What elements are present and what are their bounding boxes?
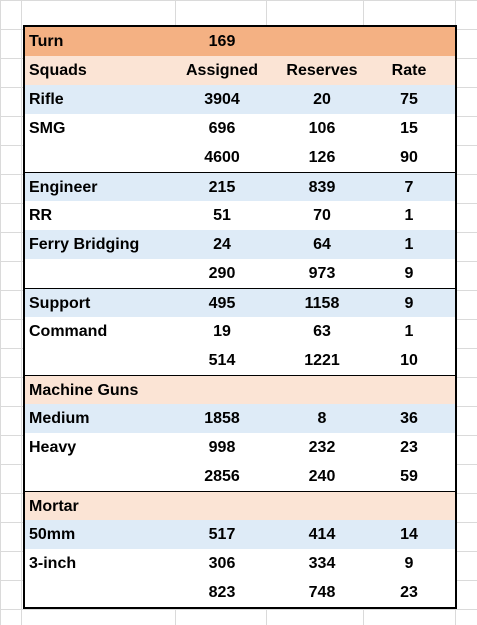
reserves-cell[interactable]: 63 — [313, 323, 331, 340]
assigned-cell[interactable]: 514 — [208, 352, 236, 369]
assigned-cell[interactable]: 290 — [208, 265, 236, 282]
table-row — [25, 317, 455, 346]
row-label[interactable]: SMG — [29, 120, 66, 137]
rate-cell[interactable]: 36 — [400, 410, 418, 427]
table-row — [25, 201, 455, 230]
reserves-cell[interactable]: 106 — [308, 120, 336, 137]
rate-cell[interactable]: 23 — [400, 439, 418, 456]
row-label[interactable]: Rifle — [29, 91, 64, 108]
table-row — [25, 433, 455, 462]
assigned-cell[interactable] — [162, 492, 282, 521]
assigned-cell[interactable]: 2856 — [204, 468, 240, 485]
assigned-cell[interactable]: 4600 — [204, 149, 240, 166]
reserves-cell[interactable]: 232 — [308, 439, 336, 456]
row-label[interactable]: Medium — [29, 410, 90, 427]
rate-cell[interactable]: 9 — [404, 265, 414, 282]
rate-cell[interactable]: 59 — [400, 468, 418, 485]
reserves-cell[interactable]: 1158 — [304, 295, 340, 312]
row-label[interactable]: Ferry Bridging — [29, 236, 140, 253]
rate-cell[interactable]: 75 — [400, 91, 418, 108]
turn-value[interactable]: 169 — [208, 33, 236, 50]
reserves-cell[interactable]: 64 — [313, 236, 331, 253]
rate-cell[interactable]: 90 — [400, 149, 418, 166]
assigned-cell[interactable]: 696 — [208, 120, 236, 137]
assigned-cell[interactable] — [162, 376, 282, 405]
assigned-cell[interactable]: 24 — [213, 236, 231, 253]
reserves-cell[interactable]: 414 — [308, 526, 336, 543]
row-label[interactable]: Engineer — [29, 179, 98, 196]
row-label[interactable]: Support — [29, 295, 91, 312]
rate-cell[interactable]: 1 — [404, 207, 414, 224]
reserves-cell[interactable]: 973 — [308, 265, 336, 282]
subtotal-row — [25, 346, 455, 375]
row-label[interactable]: Heavy — [29, 439, 77, 456]
assigned-cell[interactable]: 495 — [208, 295, 236, 312]
row-label[interactable]: 50mm — [29, 526, 76, 543]
assigned-cell[interactable]: 51 — [213, 207, 231, 224]
rate-cell[interactable] — [369, 376, 449, 405]
assigned-header[interactable]: Assigned — [185, 62, 258, 79]
assigned-cell[interactable]: 306 — [208, 555, 236, 572]
assigned-cell[interactable]: 517 — [208, 526, 236, 543]
assigned-cell[interactable]: 215 — [208, 179, 236, 196]
rate-cell[interactable]: 10 — [400, 352, 418, 369]
squads-header[interactable]: Squads — [29, 62, 87, 79]
reserves-header[interactable]: Reserves — [286, 62, 358, 79]
table-row — [25, 549, 455, 578]
gridline — [21, 0, 22, 625]
table-row — [25, 288, 455, 317]
reserves-cell[interactable]: 839 — [308, 179, 336, 196]
rate-cell[interactable]: 1 — [404, 236, 414, 253]
rate-cell[interactable]: 9 — [404, 295, 414, 312]
table-row — [25, 404, 455, 433]
turn-row — [25, 27, 455, 56]
section-header-row — [25, 375, 455, 404]
reserves-cell[interactable]: 240 — [308, 468, 336, 485]
reserves-cell[interactable]: 126 — [308, 149, 336, 166]
section-header-row — [25, 491, 455, 520]
reserves-cell[interactable] — [272, 492, 372, 521]
table-row — [25, 85, 455, 114]
section-label[interactable]: Machine Guns — [29, 382, 139, 399]
reserves-cell[interactable]: 748 — [308, 584, 336, 601]
subtotal-row — [25, 578, 455, 607]
rate-cell[interactable] — [369, 492, 449, 521]
table-row — [25, 172, 455, 201]
turn-label[interactable]: Turn — [29, 33, 64, 50]
subtotal-row — [25, 259, 455, 288]
assigned-cell[interactable]: 3904 — [204, 91, 240, 108]
rate-cell[interactable]: 15 — [400, 120, 418, 137]
reserves-cell[interactable]: 1221 — [304, 352, 340, 369]
reserves-cell[interactable]: 8 — [317, 410, 327, 427]
reserves-cell[interactable]: 334 — [308, 555, 336, 572]
rate-cell[interactable]: 23 — [400, 584, 418, 601]
assigned-cell[interactable]: 19 — [213, 323, 231, 340]
reserves-cell[interactable]: 70 — [313, 207, 331, 224]
row-label[interactable]: Command — [29, 323, 108, 340]
assigned-cell[interactable]: 823 — [208, 584, 236, 601]
section-label[interactable]: Mortar — [29, 498, 79, 515]
squads-table — [23, 25, 457, 609]
row-label[interactable]: 3-inch — [29, 555, 77, 572]
table-row — [25, 520, 455, 549]
subtotal-row — [25, 143, 455, 172]
rate-cell[interactable]: 14 — [400, 526, 418, 543]
column-header-row — [25, 56, 455, 85]
row-label[interactable]: RR — [29, 207, 53, 224]
subtotal-row — [25, 462, 455, 491]
rate-cell[interactable]: 7 — [404, 179, 414, 196]
rate-cell[interactable]: 9 — [404, 555, 414, 572]
assigned-cell[interactable]: 1858 — [204, 410, 240, 427]
assigned-cell[interactable]: 998 — [208, 439, 236, 456]
table-row — [25, 114, 455, 143]
rate-header[interactable]: Rate — [391, 62, 427, 79]
reserves-cell[interactable]: 20 — [313, 91, 331, 108]
rate-cell[interactable]: 1 — [404, 323, 414, 340]
reserves-cell[interactable] — [272, 376, 372, 405]
table-row — [25, 230, 455, 259]
